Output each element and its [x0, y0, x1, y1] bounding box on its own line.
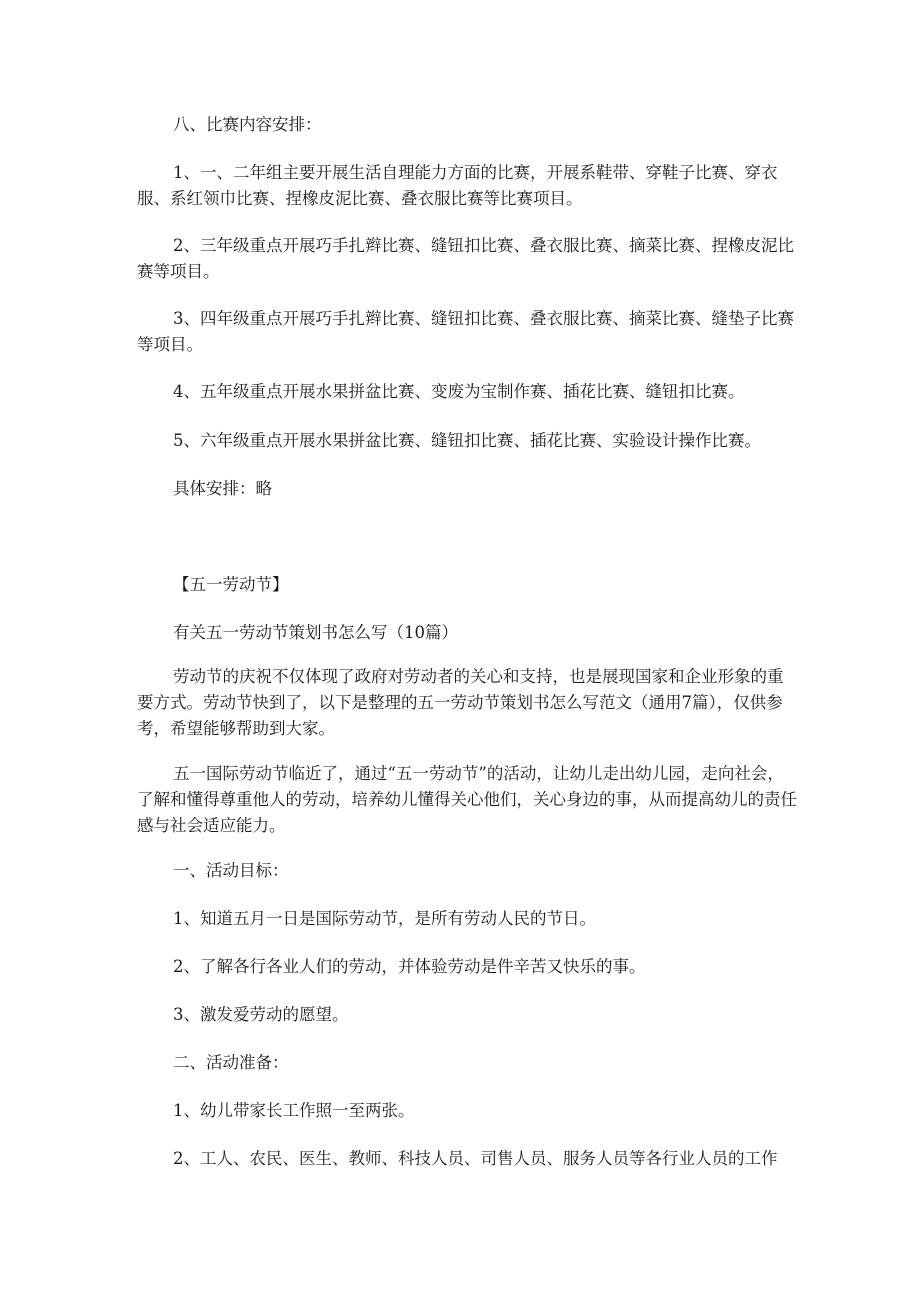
list-item-goal-3: 3、激发爱劳动的愿望。 — [173, 1005, 349, 1024]
paragraph-grade-3: 2、三年级重点开展巧手扎辫比赛、缝钮扣比赛、叠衣服比赛、摘菜比赛、捏橡皮泥比赛等项目。 — [137, 236, 794, 281]
paragraph-background: 五一国际劳动节临近了，通过“五一劳动节”的活动，让幼儿走出幼儿园，走向社会，了解和懂得尊重他人的劳动，培养幼儿懂得关心他们，关心身边的事，从而提高幼儿的责任感与社会适应能力。 — [137, 764, 797, 835]
list-item-prep-1: 1、幼儿带家长工作照一至两张。 — [173, 1101, 415, 1120]
paragraph-details: 具体安排：略 — [173, 479, 272, 498]
section-heading-goals: 一、活动目标： — [173, 861, 289, 880]
paragraph-grade-6: 5、六年级重点开展水果拼盆比赛、缝钮扣比赛、插花比赛、实验设计操作比赛。 — [173, 431, 761, 450]
section-tag-labor-day: 【五一劳动节】 — [173, 575, 289, 594]
paragraph-grade-1-2: 1、一、二年组主要开展生活自理能力方面的比赛，开展系鞋带、穿鞋子比赛、穿衣服、系红领巾比赛、捏橡皮泥比赛、叠衣服比赛等比赛项目。 — [137, 163, 778, 208]
list-item-goal-2: 2、了解各行各业人们的劳动，并体验劳动是件辛苦又快乐的事。 — [173, 957, 646, 976]
section-heading-preparation: 二、活动准备： — [173, 1053, 289, 1072]
list-item-prep-2: 2、工人、农民、医生、教师、科技人员、司售人员、服务人员等各行业人员的工作 — [173, 1149, 778, 1168]
paragraph-grade-4: 3、四年级重点开展巧手扎辫比赛、缝钮扣比赛、叠衣服比赛、摘菜比赛、缝垫子比赛等项目。 — [137, 309, 794, 354]
paragraph-grade-5: 4、五年级重点开展水果拼盆比赛、变废为宝制作赛、插花比赛、缝钮扣比赛。 — [173, 382, 745, 401]
section-heading-contest-content: 八、比赛内容安排： — [173, 115, 322, 134]
list-item-goal-1: 1、知道五月一日是国际劳动节，是所有劳动人民的节日。 — [173, 909, 596, 928]
article-title: 有关五一劳动节策划书怎么写（10篇） — [173, 623, 458, 642]
paragraph-intro: 劳动节的庆祝不仅体现了政府对劳动者的关心和支持，也是展现国家和企业形象的重要方式。劳动节快到了，以下是整理的五一劳动节策划书怎么写范文（通用7篇），仅供参考，希望能够帮助到大家。 — [137, 667, 784, 738]
